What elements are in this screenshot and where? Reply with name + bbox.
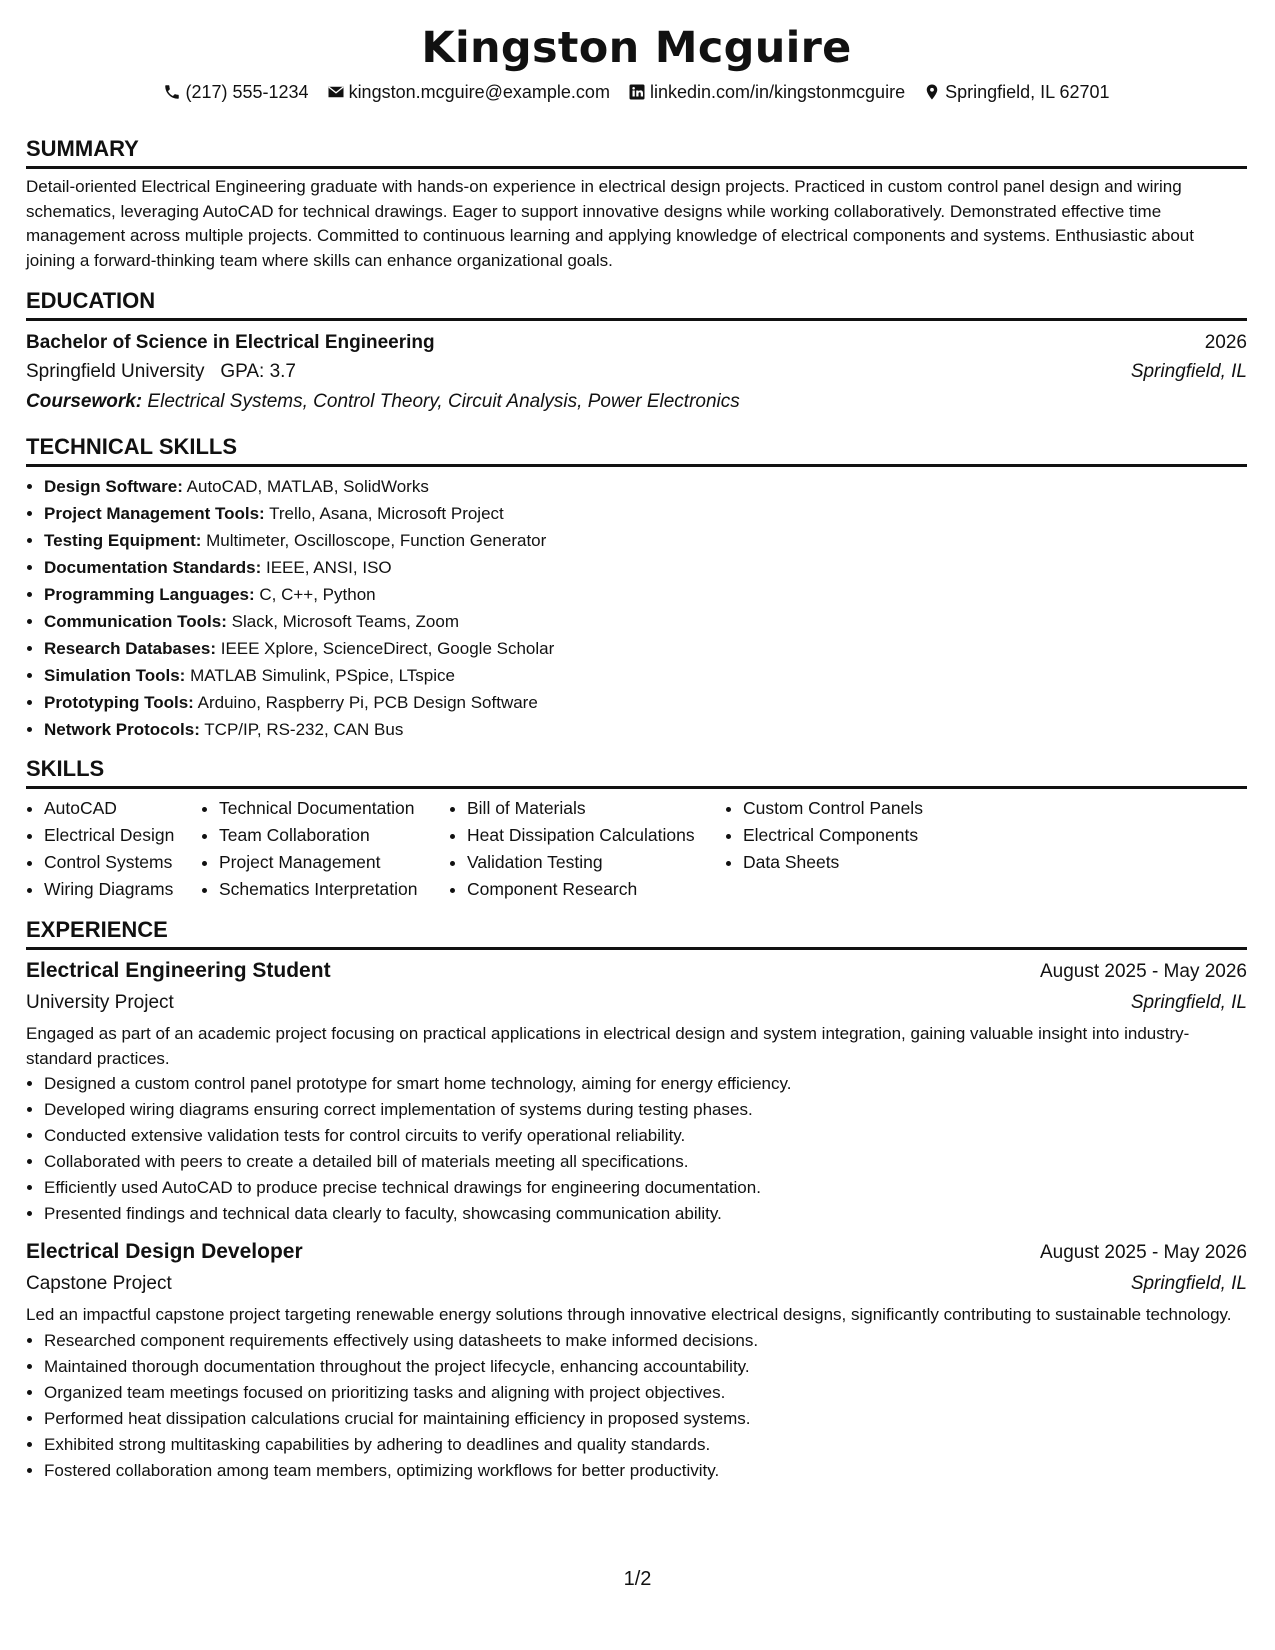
technical-skill-label: Prototyping Tools: — [44, 693, 194, 712]
technical-skill-label: Project Management Tools: — [44, 504, 265, 523]
experience-title: EXPERIENCE — [26, 916, 1247, 950]
job-org-row — [26, 1268, 1247, 1300]
technical-skill-value: C, C++, Python — [259, 585, 376, 604]
technical-skill-item — [44, 662, 1247, 689]
education-title: EDUCATION — [26, 287, 1247, 321]
technical-skill-item — [44, 527, 1247, 554]
technical-skill-item — [44, 554, 1247, 581]
skill-item: • Bill of Materials — [467, 795, 725, 822]
skills-grid — [26, 795, 1247, 903]
job-header-row — [26, 956, 1247, 987]
skills-title: SKILLS — [26, 755, 1247, 789]
envelope-icon — [327, 83, 345, 101]
technical-skills-title: TECHNICAL SKILLS — [26, 433, 1247, 467]
education-header-row — [26, 329, 1247, 357]
technical-skill-item — [44, 581, 1247, 608]
skill-item: • Custom Control Panels — [743, 795, 975, 822]
job-bullets — [26, 1071, 1247, 1227]
job-bullet: • Exhibited strong multitasking capabilities by adhering to deadlines and quality standards. — [44, 1432, 1247, 1458]
skills-section — [26, 755, 1247, 903]
coursework-list: Electrical Systems, Control Theory, Circuit Analysis, Power Electronics — [147, 391, 740, 412]
skills-column — [201, 795, 449, 903]
map-pin-icon — [923, 83, 941, 101]
skill-item: • Component Research — [467, 876, 725, 903]
contact-bar — [26, 80, 1247, 104]
skills-column — [26, 795, 201, 903]
degree-name: Bachelor of Science in Electrical Engineering — [26, 332, 435, 353]
technical-skill-label: Testing Equipment: — [44, 531, 202, 550]
skill-item: • Heat Dissipation Calculations — [467, 822, 725, 849]
skill-item: • Technical Documentation — [219, 795, 449, 822]
skill-item: • Validation Testing — [467, 849, 725, 876]
coursework-label: Coursework: — [26, 391, 143, 412]
technical-skill-item — [44, 716, 1247, 743]
education-school-row — [26, 357, 1247, 387]
job-dates: August 2025 - May 2026 — [1039, 961, 1247, 982]
skill-item: • Control Systems — [44, 849, 201, 876]
job-bullet: • Fostered collaboration among team members, optimizing workflows for better productivity. — [44, 1458, 1247, 1484]
technical-skill-label: Simulation Tools: — [44, 666, 186, 685]
job-org-row — [26, 987, 1247, 1019]
job-bullet: • Efficiently used AutoCAD to produce precise technical drawings for engineering documentation. — [44, 1175, 1247, 1201]
job-bullet: • Collaborated with peers to create a detailed bill of materials meeting all specifications. — [44, 1149, 1247, 1175]
phone-icon — [163, 83, 181, 101]
summary-section — [26, 135, 1247, 273]
job-bullet: • Conducted extensive validation tests for control circuits to verify operational reliability. — [44, 1123, 1247, 1149]
technical-skill-value: TCP/IP, RS-232, CAN Bus — [204, 720, 404, 739]
technical-skill-value: Slack, Microsoft Teams, Zoom — [231, 612, 459, 631]
technical-skill-value: MATLAB Simulink, PSpice, LTspice — [190, 666, 455, 685]
contact-phone — [163, 80, 308, 104]
job-bullet: • Researched component requirements effectively using datasheets to make informed decisions. — [44, 1328, 1247, 1354]
job-org: University Project — [26, 992, 174, 1013]
skill-item: • Electrical Components — [743, 822, 975, 849]
experience-jobs — [26, 956, 1247, 1484]
technical-skill-value: IEEE Xplore, ScienceDirect, Google Scholar — [220, 639, 555, 658]
job-location: Springfield, IL — [1130, 1273, 1247, 1294]
linkedin-icon — [628, 83, 646, 101]
school-info — [26, 357, 296, 387]
technical-skill-value: Arduino, Raspberry Pi, PCB Design Software — [197, 693, 538, 712]
technical-skill-item — [44, 473, 1247, 500]
job-location: Springfield, IL — [1130, 992, 1247, 1013]
technical-skill-label: Communication Tools: — [44, 612, 227, 631]
technical-skill-label: Research Databases: — [44, 639, 216, 658]
skills-column — [449, 795, 725, 903]
skills-column — [725, 795, 975, 903]
technical-skill-label: Documentation Standards: — [44, 558, 262, 577]
job-description: Led an impactful capstone project targeting renewable energy solutions through innovative electrical designs, significantly contributing to sustainable technology. — [26, 1305, 1232, 1324]
skill-item: • Wiring Diagrams — [44, 876, 201, 903]
email-text[interactable]: kingston.mcguire@example.com — [348, 82, 610, 102]
job-role: Electrical Design Developer — [26, 1240, 303, 1263]
job-bullet: • Designed a custom control panel prototype for smart home technology, aiming for energy efficiency. — [44, 1071, 1247, 1097]
page-number: 1/2 — [623, 1568, 652, 1590]
candidate-name: Kingston Mcguire — [421, 23, 852, 73]
location-text: Springfield, IL 62701 — [945, 82, 1110, 102]
technical-skill-value: Trello, Asana, Microsoft Project — [269, 504, 504, 523]
skill-item: • Data Sheets — [743, 849, 975, 876]
school-location: Springfield, IL — [1130, 361, 1247, 382]
contact-location — [923, 80, 1109, 104]
technical-skills-list — [26, 473, 1247, 743]
contact-linkedin[interactable] — [628, 80, 905, 104]
skill-item: • Team Collaboration — [219, 822, 449, 849]
job-entry — [26, 1237, 1247, 1484]
coursework-line — [26, 387, 1247, 417]
skill-item: • Schematics Interpretation — [219, 876, 449, 903]
graduation-year: 2026 — [1204, 332, 1247, 353]
technical-skill-value: Multimeter, Oscilloscope, Function Generator — [206, 531, 547, 550]
job-dates: August 2025 - May 2026 — [1039, 1242, 1247, 1263]
job-bullet: • Developed wiring diagrams ensuring correct implementation of systems during testing phases. — [44, 1097, 1247, 1123]
technical-skill-label: Design Software: — [44, 477, 183, 496]
technical-skill-label: Network Protocols: — [44, 720, 200, 739]
skill-item: • Electrical Design — [44, 822, 201, 849]
job-entry — [26, 956, 1247, 1227]
experience-section — [26, 916, 1247, 1484]
skill-item: • Project Management — [219, 849, 449, 876]
school-name: Springfield University — [26, 361, 205, 382]
technical-skill-item — [44, 635, 1247, 662]
summary-text: Detail-oriented Electrical Engineering graduate with hands-on experience in electrical design projects. Practiced in custom control panel design and wiring schematics, leveraging AutoCAD for technical drawings. Eager to support innovative designs while working collaboratively. Demonstrated effective time management across multiple projects. Committed to continuous learning and applying knowledge of electrical components and systems. Enthusiastic about joining a forward-thinking team where skills can enhance organizational goals. — [26, 177, 1194, 270]
technical-skill-label: Programming Languages: — [44, 585, 255, 604]
phone-text: (217) 555-1234 — [185, 82, 309, 102]
job-role: Electrical Engineering Student — [26, 959, 331, 982]
job-bullet: • Performed heat dissipation calculations crucial for maintaining efficiency in proposed systems. — [44, 1406, 1247, 1432]
technical-skills-section — [26, 433, 1247, 743]
contact-email[interactable] — [327, 80, 610, 104]
linkedin-text[interactable]: linkedin.com/in/kingstonmcguire — [649, 82, 906, 102]
job-bullet: • Maintained thorough documentation throughout the project lifecycle, enhancing accountability. — [44, 1354, 1247, 1380]
job-bullet: • Presented findings and technical data clearly to faculty, showcasing communication ability. — [44, 1201, 1247, 1227]
job-header-row — [26, 1237, 1247, 1268]
job-org: Capstone Project — [26, 1273, 172, 1294]
education-section — [26, 287, 1247, 417]
job-bullets — [26, 1328, 1247, 1484]
technical-skill-item — [44, 608, 1247, 635]
technical-skill-value: AutoCAD, MATLAB, SolidWorks — [186, 477, 429, 496]
summary-title: SUMMARY — [26, 135, 1247, 169]
technical-skill-item — [44, 500, 1247, 527]
technical-skill-item — [44, 689, 1247, 716]
technical-skill-value: IEEE, ANSI, ISO — [265, 558, 392, 577]
gpa: GPA: 3.7 — [220, 361, 296, 382]
skill-item: • AutoCAD — [44, 795, 201, 822]
resume-page — [26, 0, 1247, 1484]
job-bullet: • Organized team meetings focused on prioritizing tasks and aligning with project objectives. — [44, 1380, 1247, 1406]
job-description: Engaged as part of an academic project focusing on practical applications in electrical design and system integration, gaining valuable insight into industry-standard practices. — [26, 1024, 1190, 1068]
